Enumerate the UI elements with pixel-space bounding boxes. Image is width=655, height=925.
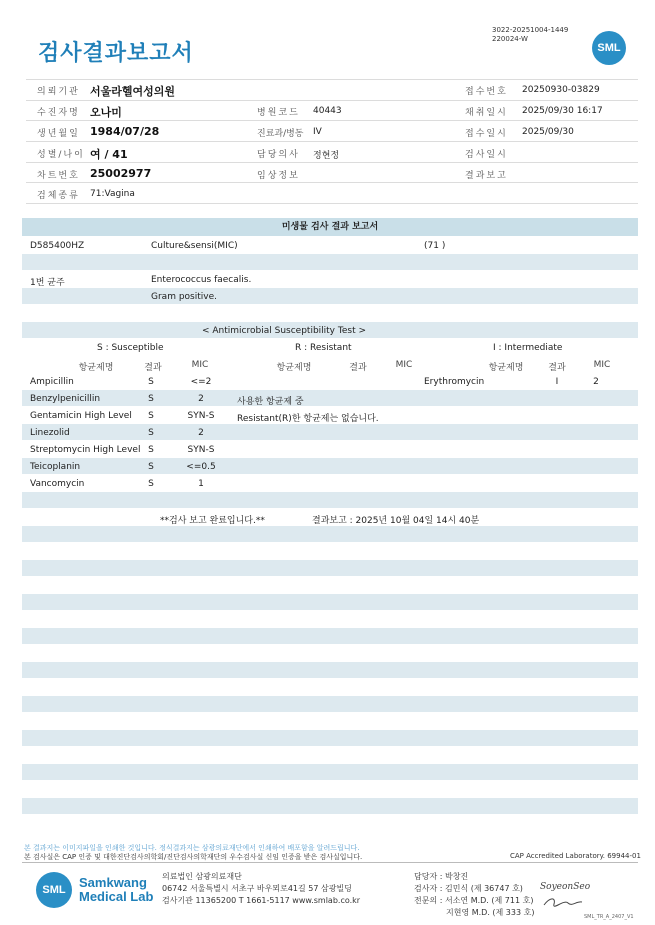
col-header-mic: MIC bbox=[593, 360, 611, 370]
doctor-label: 담당의사 bbox=[257, 150, 300, 160]
drug-result: S bbox=[148, 428, 154, 438]
hospital-code-label: 병원코드 bbox=[257, 108, 300, 118]
drug-result: S bbox=[148, 377, 154, 387]
examiner: 검사자 : 김민식 (제 36747 호) bbox=[414, 884, 523, 893]
row-band bbox=[22, 458, 638, 474]
drug-result: S bbox=[148, 411, 154, 421]
hospital-value: 서울라헬여성의원 bbox=[90, 85, 176, 98]
note-resistant: Resistant(R)한 항균제는 없습니다. bbox=[237, 414, 379, 424]
drug-mic: 2 bbox=[198, 428, 204, 438]
drug-result: I bbox=[555, 377, 559, 387]
organism-name: Enterococcus faecalis. bbox=[151, 275, 252, 285]
row-band bbox=[22, 560, 638, 576]
col-header-drug: 항균제명 bbox=[276, 363, 312, 373]
completion-message: **검사 보고 완료입니다.** bbox=[160, 516, 265, 526]
col-header-drug: 항균제명 bbox=[78, 363, 114, 373]
divider bbox=[26, 79, 638, 80]
hospital-code-value: 40443 bbox=[313, 106, 342, 116]
receipt-date-value: 2025/09/30 bbox=[522, 127, 574, 137]
drug-name: Ampicillin bbox=[30, 377, 74, 387]
drug-result: S bbox=[148, 479, 154, 489]
drug-name: Streptomycin High Level bbox=[30, 445, 141, 455]
document-id: 3022-20251004-1449 220024-W bbox=[492, 26, 569, 43]
patient-value: 오나미 bbox=[90, 106, 122, 119]
divider bbox=[26, 120, 638, 121]
row-band bbox=[22, 424, 638, 440]
col-header-mic: MIC bbox=[395, 360, 413, 370]
hospital-label: 의뢰기관 bbox=[37, 87, 80, 97]
sex-age-label: 성별/나이 bbox=[37, 150, 85, 160]
divider bbox=[26, 141, 638, 142]
legend-susceptible: S : Susceptible bbox=[97, 343, 164, 353]
foundation-contact: 검사기관 11365200 T 1661-5117 www.smlab.co.kr bbox=[162, 896, 361, 905]
drug-name: Teicoplanin bbox=[30, 462, 81, 472]
row-band bbox=[22, 798, 638, 814]
test-code: D585400HZ bbox=[30, 241, 85, 251]
row-band bbox=[22, 254, 638, 270]
footer-logo: SML bbox=[36, 872, 72, 908]
signatures bbox=[414, 871, 534, 919]
specialist-1: 전문의 : 서소연 M.D. (제 711 호) bbox=[414, 896, 534, 905]
divider bbox=[26, 182, 638, 183]
row-band bbox=[22, 730, 638, 746]
row-band bbox=[22, 526, 638, 542]
specimen-value: 71:Vagina bbox=[90, 189, 135, 199]
drug-result: S bbox=[148, 462, 154, 472]
drug-mic: 1 bbox=[198, 479, 204, 489]
divider bbox=[26, 100, 638, 101]
report-time: 결과보고 : 2025년 10월 04일 14시 40분 bbox=[312, 516, 480, 526]
row-band bbox=[22, 764, 638, 780]
chart-value: 25002977 bbox=[90, 167, 152, 180]
drug-result: S bbox=[148, 445, 154, 455]
exam-date-label: 검사일시 bbox=[465, 150, 508, 160]
footer-divider bbox=[22, 862, 638, 863]
dept-label: 진료과/병동 bbox=[257, 129, 304, 139]
doctor-value: 정현정 bbox=[313, 151, 340, 161]
row-band bbox=[22, 492, 638, 508]
row-band bbox=[22, 696, 638, 712]
row-band bbox=[22, 662, 638, 678]
col-header-result: 결과 bbox=[144, 363, 162, 373]
ast-title: < Antimicrobial Susceptibility Test > bbox=[202, 326, 366, 336]
clinical-label: 임상정보 bbox=[257, 171, 300, 181]
drug-mic: SYN-S bbox=[187, 411, 215, 421]
collect-value: 2025/09/30 16:17 bbox=[522, 106, 603, 116]
row-band bbox=[22, 288, 638, 304]
receipt-no-label: 접수번호 bbox=[465, 87, 508, 97]
drug-mic: <=0.5 bbox=[186, 462, 216, 472]
cap-accreditation: CAP Accredited Laboratory. 69944-01 bbox=[510, 852, 641, 860]
col-header-drug: 항균제명 bbox=[488, 363, 524, 373]
drug-mic: <=2 bbox=[190, 377, 212, 387]
row-band bbox=[22, 628, 638, 644]
test-name: Culture&sensi(MIC) bbox=[151, 241, 238, 251]
report-title: 검사결과보고서 bbox=[38, 41, 194, 66]
birth-value: 1984/07/28 bbox=[90, 125, 160, 138]
receipt-no-value: 20250930-03829 bbox=[522, 85, 600, 95]
test-ref: (71 ) bbox=[424, 241, 446, 251]
divider bbox=[26, 203, 638, 204]
drug-result: S bbox=[148, 394, 154, 404]
section-title: 미생물 검사 결과 보고서 bbox=[22, 218, 638, 236]
organism-label: 1번 균주 bbox=[30, 278, 65, 288]
collect-label: 채취일시 bbox=[465, 108, 508, 118]
drug-name: Linezolid bbox=[30, 428, 70, 438]
col-header-mic: MIC bbox=[191, 360, 209, 370]
certification-notice: 본 검사실은 CAP 인증 및 대한진단검사의학회/진단검사의학재단의 우수검사실 신임 인증을 받은 검사실입니다. bbox=[24, 853, 363, 861]
col-header-result: 결과 bbox=[548, 363, 566, 373]
patient-label: 수진자명 bbox=[37, 108, 80, 118]
specimen-label: 검체종류 bbox=[37, 191, 80, 201]
sex-age-value: 여 / 41 bbox=[90, 148, 128, 161]
drug-name: Erythromycin bbox=[424, 377, 485, 387]
specialist-2: 지현영 M.D. (제 333 호) bbox=[446, 908, 535, 917]
foundation-name: 의료법인 삼광의료재단 bbox=[162, 872, 242, 881]
legend-resistant: R : Resistant bbox=[295, 343, 352, 353]
row-band bbox=[22, 594, 638, 610]
divider bbox=[26, 162, 638, 163]
report-date-label: 결과보고 bbox=[465, 171, 508, 181]
birth-label: 생년월일 bbox=[37, 129, 80, 139]
drug-name: Benzylpenicillin bbox=[30, 394, 101, 404]
foundation-info bbox=[162, 871, 360, 907]
row-band bbox=[22, 390, 638, 406]
signature-image: SoyeonSeo bbox=[540, 882, 591, 892]
legend-intermediate: I : Intermediate bbox=[493, 343, 563, 353]
form-code: SML_TR_A_2407_V1 bbox=[584, 914, 634, 920]
drug-name: Gentamicin High Level bbox=[30, 411, 132, 421]
drug-name: Vancomycin bbox=[30, 479, 85, 489]
dept-value: IV bbox=[313, 127, 322, 137]
foundation-address: 06742 서울특별시 서초구 바우뫼로41길 57 삼광빌딩 bbox=[162, 884, 352, 893]
receipt-date-label: 접수일시 bbox=[465, 129, 508, 139]
gram-stain: Gram positive. bbox=[151, 292, 217, 302]
brand-name: Samkwang Medical Lab bbox=[79, 875, 154, 904]
col-header-result: 결과 bbox=[349, 363, 367, 373]
signature-image bbox=[542, 895, 584, 909]
image-notice: 본 결과지는 이미지파일을 인쇄한 것입니다. 정식결과지는 삼광의료재단에서 인쇄하여 배포함을 알려드립니다. bbox=[24, 844, 360, 852]
chart-label: 차트번호 bbox=[37, 171, 80, 181]
note-used: 사용한 항균제 중 bbox=[237, 397, 304, 407]
manager: 담당자 : 박창진 bbox=[414, 872, 469, 881]
sml-logo: SML bbox=[592, 31, 626, 65]
drug-mic: 2 bbox=[593, 377, 599, 387]
drug-mic: 2 bbox=[198, 394, 204, 404]
drug-mic: SYN-S bbox=[187, 445, 215, 455]
